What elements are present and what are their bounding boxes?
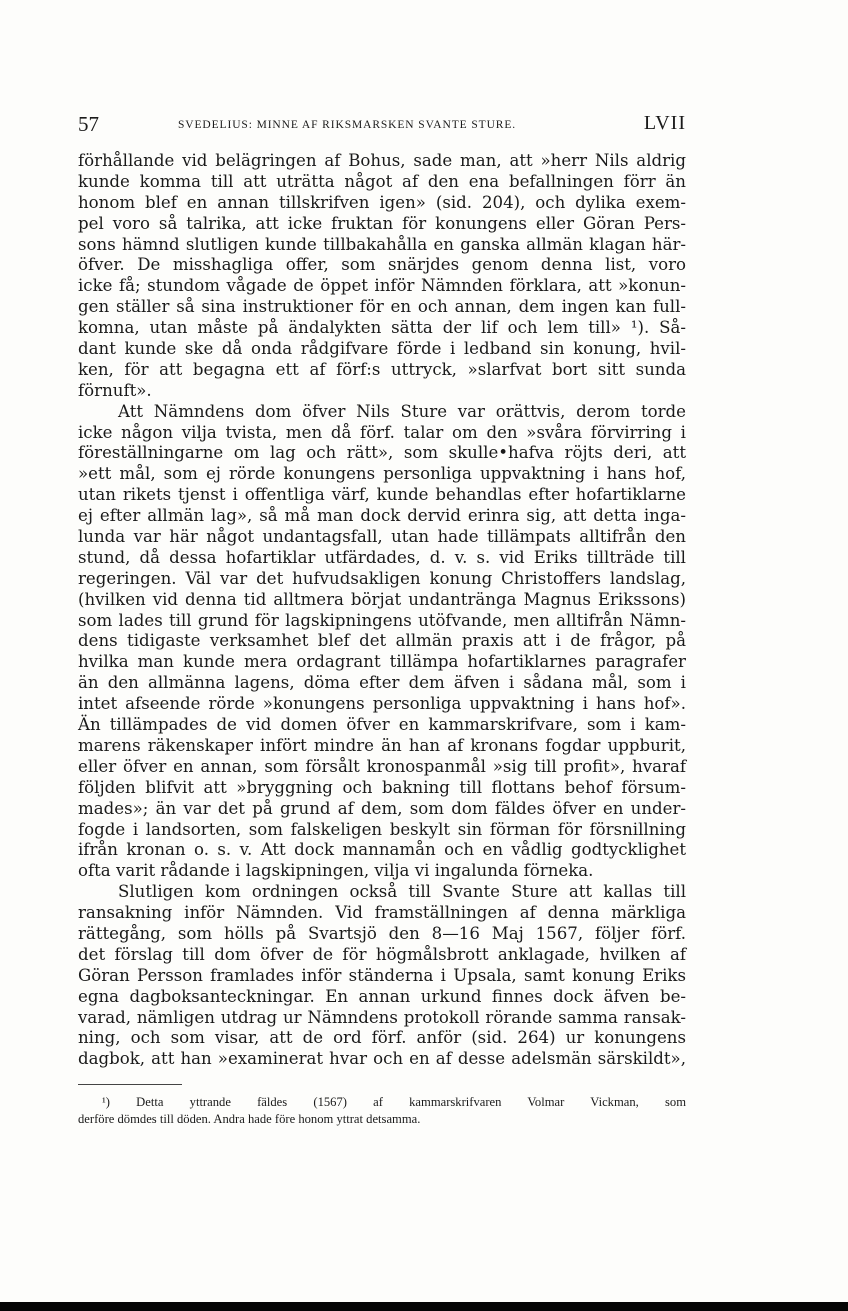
text-line: Slutligen kom ordningen också till Svante Sture att kallas till [118, 882, 686, 902]
text-line: honom blef en annan tillskrifven igen» (sid. 204), och dylika exem- [78, 192, 686, 212]
text-line: ifrån kronan o. s. v. Att dock mannamån och en vådlig godtycklighet [78, 840, 686, 860]
text-line: gen ställer så sina instruktioner för en och annan, dem ingen kan full- [78, 297, 686, 317]
text-line: utan rikets tjenst i offentliga värf, kunde behandlas efter hofartiklarne [78, 485, 686, 505]
text-line: »ett mål, som ej rörde konungens personliga uppvaktning i hans hof, [78, 464, 686, 484]
text-line: (hvilken vid denna tid alltmera börjat undantränga Magnus Erikssons) [78, 589, 686, 609]
text-line: Än tillämpades de vid domen öfver en kammarskrifvare, som i kam- [78, 715, 686, 735]
text-line: öfver. De misshagliga offer, som snärjdes genom denna list, voro [78, 255, 686, 275]
text-line: lunda var här något undantagsfall, utan hade tillämpats alltifrån den [78, 527, 686, 547]
text-line: marens räkenskaper infört mindre än han af kronans fogdar uppburit, [78, 735, 686, 755]
text-line: ning, och som visar, att de ord förf. anför (sid. 264) ur konungens [78, 1028, 686, 1048]
page-number: 57 [78, 112, 99, 136]
footnote-line: derföre dömdes till döden. Andra hade före honom yttrat detsamma. [78, 1112, 421, 1126]
text-line: regeringen. Väl var det hufvudsakligen konung Christoffers landslag, [78, 568, 686, 588]
body-text [78, 151, 686, 1070]
text-line: ken, för att begagna ett af förf:s uttryck, »slarfvat bort sitt sunda [78, 359, 686, 379]
text-line: eller öfver en annan, som försålt kronospanmål »sig till profit», hvaraf [78, 756, 686, 776]
text-line: dagbok, att han »examinerat hvar och en af desse adelsmän särskildt», [78, 1049, 686, 1069]
text-line: hvilka man kunde mera ordagrant tillämpa hofartiklarnes paragrafer [78, 652, 686, 672]
text-line: följden blifvit att »bryggning och bakning till flottans behof försum- [78, 777, 686, 797]
footnote-line: ¹) Detta yttrande fäldes (1567) af kammarskrifvaren Volmar Vickman, som [102, 1095, 686, 1109]
text-line: icke någon vilja tvista, men då förf. talar om den »svåra förvirring i [78, 422, 686, 442]
text-line: ransakning inför Nämnden. Vid framställningen af denna märkliga [78, 903, 686, 923]
running-header [78, 112, 686, 142]
text-line: icke få; stundom vågade de öppet inför Nämnden förklara, att »konun- [78, 276, 686, 296]
text-line: mades»; än var det på grund af dem, som dom fäldes öfver en under- [78, 798, 686, 818]
footnote-divider [78, 1084, 182, 1085]
text-line: ofta varit rådande i lagskipningen, vilja vi ingalunda förneka. [78, 861, 594, 881]
text-line: intet afseende rörde »konungens personliga uppvaktning i hans hof». [78, 694, 686, 714]
text-line: varad, nämligen utdrag ur Nämndens protokoll rörande samma ransak- [78, 1007, 686, 1027]
footnote [78, 1094, 686, 1128]
text-line: det förslag till dom öfver de för högmålsbrott anklagade, hvilken af [78, 944, 686, 964]
text-line: dant kunde ske då onda rådgifvare förde i ledband sin konung, hvil- [78, 339, 686, 359]
text-line: Göran Persson framlades inför ständerna i Upsala, samt konung Eriks [78, 965, 686, 985]
scan-bottom-edge [0, 1302, 848, 1311]
text-line: sons hämnd slutligen kunde tillbakahålla en ganska allmän klagan här- [78, 234, 686, 254]
text-line: Att Nämndens dom öfver Nils Sture var orättvis, derom torde [118, 401, 686, 421]
text-line: stund, då dessa hofartiklar utfärdades, d. v. s. vid Eriks tillträde till [78, 547, 686, 567]
text-line: ej efter allmän lag», så må man dock dervid erinra sig, att detta inga- [78, 506, 686, 526]
text-line: förnuft». [78, 380, 152, 400]
text-line: fogde i landsorten, som falskeligen beskylt sin förman för försnillning [78, 819, 686, 839]
text-line: än den allmänna lagens, döma efter dem äfven i sådana mål, som i [78, 673, 686, 693]
text-line: pel voro så talrika, att icke fruktan för konungens eller Göran Pers- [78, 213, 686, 233]
text-line: förhållande vid belägringen af Bohus, sade man, att »herr Nils aldrig [78, 151, 686, 170]
roman-page-number: LVII [643, 112, 686, 134]
text-line: komna, utan måste på ändalykten sätta der lif och lem till» ¹). Så- [78, 318, 686, 338]
text-line: dens tidigaste verksamhet blef det allmän praxis att i de frågor, på [78, 631, 686, 651]
text-line: kunde komma till att uträtta något af den ena befallningen förr än [78, 171, 686, 191]
text-line: föreställningarne om lag och rätt», som skulle•hafva röjts deri, att [78, 443, 686, 463]
text-line: som lades till grund för lagskipningens utöfvande, men alltifrån Nämn- [78, 610, 686, 630]
text-line: egna dagboksanteckningar. En annan urkund finnes dock äfven be- [78, 986, 686, 1006]
text-line: rättegång, som hölls på Svartsjö den 8—16 Maj 1567, följer förf. [78, 923, 686, 943]
running-title: SVEDELIUS: MINNE AF RIKSMARSKEN SVANTE STURE. [178, 119, 517, 131]
